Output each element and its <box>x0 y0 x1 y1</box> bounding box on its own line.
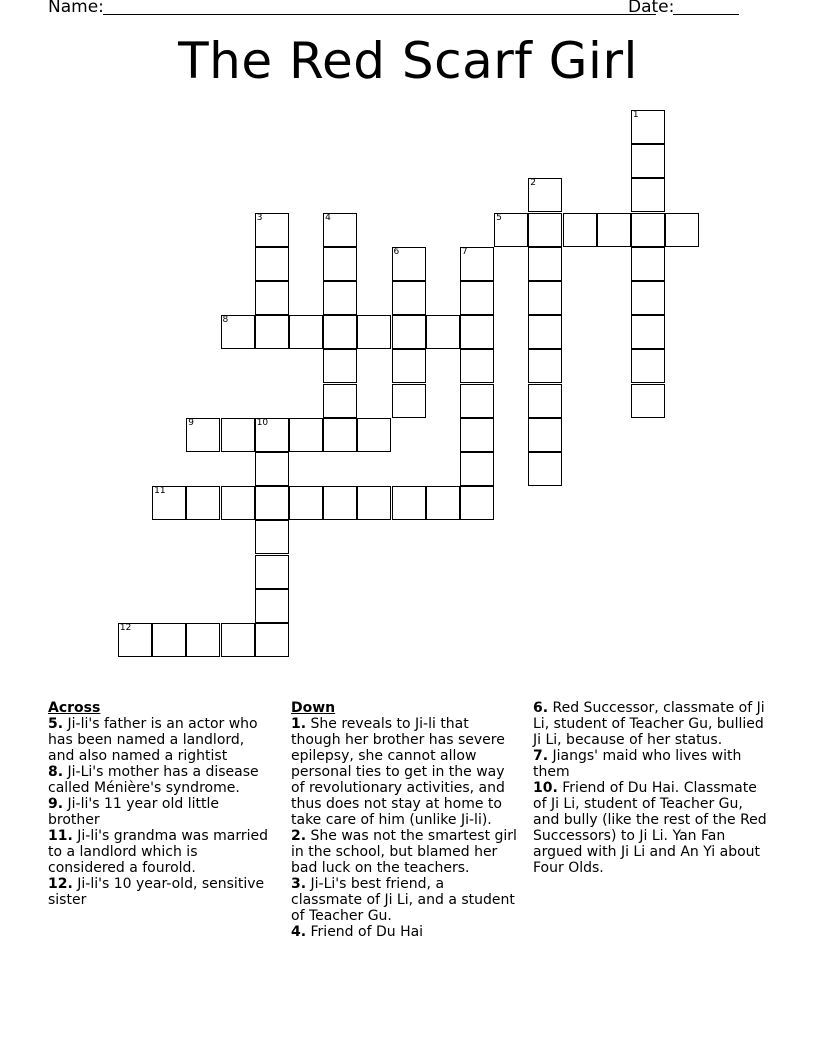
grid-cell[interactable] <box>460 349 494 383</box>
clue-number: 9 <box>188 417 195 428</box>
grid-cell[interactable] <box>528 213 562 247</box>
grid-cell[interactable] <box>631 315 665 349</box>
grid-cell[interactable] <box>255 315 289 349</box>
grid-cell[interactable] <box>118 623 152 657</box>
grid-cell[interactable] <box>255 418 289 452</box>
grid-cell[interactable] <box>255 555 289 589</box>
grid-cell[interactable] <box>357 486 391 520</box>
grid-cell[interactable] <box>323 418 357 452</box>
grid-cell[interactable] <box>323 281 357 315</box>
grid-cell[interactable] <box>392 384 426 418</box>
grid-cell[interactable] <box>221 623 255 657</box>
grid-cell[interactable] <box>255 247 289 281</box>
grid-cell[interactable] <box>255 213 289 247</box>
grid-cell[interactable] <box>460 315 494 349</box>
clue-number: 7 <box>461 246 468 257</box>
grid-cell[interactable] <box>528 281 562 315</box>
grid-cell[interactable] <box>186 418 220 452</box>
clue-number: 10 <box>256 417 269 428</box>
down-heading: Down <box>291 700 336 716</box>
grid-cell[interactable] <box>289 418 323 452</box>
grid-cell[interactable] <box>255 589 289 623</box>
grid-cell[interactable] <box>631 144 665 178</box>
across-heading: Across <box>48 700 101 716</box>
grid-cell[interactable] <box>631 178 665 212</box>
grid-cell[interactable] <box>528 247 562 281</box>
page-title: The Red Scarf Girl <box>178 32 638 90</box>
clue-across-5: 5. Ji-li's father is an actor who has been named a landlord, and also named a rightist <box>48 716 258 764</box>
clue-down-7: 7. Jiangs' maid who lives with them <box>533 748 742 780</box>
clue-down-2: 2. She was not the smartest girl in the school, but blamed her bad luck on the teachers. <box>291 828 517 876</box>
clue-number: 5 <box>496 212 502 223</box>
clue-down-10: 10. Friend of Du Hai. Classmate of Ji Li, student of Teacher Gu, and bully (like the rest of the Red Successors) to Ji Li. Yan Fan argued with Ji Li and An Yi about Four Olds. <box>533 780 767 876</box>
grid-cell[interactable] <box>631 247 665 281</box>
grid-cell[interactable] <box>631 281 665 315</box>
clue-across-12: 12. Ji-li's 10 year-old, sensitive sister <box>48 876 265 908</box>
grid-cell[interactable] <box>255 486 289 520</box>
grid-cell[interactable] <box>323 384 357 418</box>
clue-down-6: 6. Red Successor, classmate of Ji Li, student of Teacher Gu, bullied Ji Li, because of her status. <box>533 700 765 748</box>
date-label: Date: <box>628 0 675 17</box>
grid-cell[interactable] <box>323 315 357 349</box>
grid-cell[interactable] <box>528 384 562 418</box>
name-label: Name: <box>48 0 104 17</box>
grid-cell[interactable] <box>152 623 186 657</box>
grid-cell[interactable] <box>460 486 494 520</box>
clue-down-4: 4. Friend of Du Hai <box>291 924 424 940</box>
grid-cell[interactable] <box>357 315 391 349</box>
grid-cell[interactable] <box>392 315 426 349</box>
grid-cell[interactable] <box>186 623 220 657</box>
clue-down-1: 1. She reveals to Ji-li that though her brother has severe epilepsy, she cannot allow personal ties to get in the way of revolutionary activities, and thus does not stay at home to take care of him (unlike Ji-li). <box>291 716 505 828</box>
grid-cell[interactable] <box>186 486 220 520</box>
grid-cell[interactable] <box>528 418 562 452</box>
grid-cell[interactable] <box>426 315 460 349</box>
grid-cell[interactable] <box>460 418 494 452</box>
grid-cell[interactable] <box>528 349 562 383</box>
grid-cell[interactable] <box>323 349 357 383</box>
grid-cell[interactable] <box>357 418 391 452</box>
down-clues-continued <box>533 700 771 876</box>
grid-cell[interactable] <box>255 623 289 657</box>
grid-cell[interactable] <box>631 384 665 418</box>
grid-cell[interactable] <box>460 384 494 418</box>
grid-cell[interactable] <box>392 281 426 315</box>
clue-across-11: 11. Ji-li's grandma was married to a landlord which is considered a fourold. <box>48 828 268 876</box>
grid-cell[interactable] <box>631 213 665 247</box>
clue-number: 4 <box>325 212 331 223</box>
grid-cell[interactable] <box>460 247 494 281</box>
clue-down-3: 3. Ji-Li's best friend, a classmate of Ji Li, and a student of Teacher Gu. <box>291 876 515 924</box>
grid-cell[interactable] <box>221 486 255 520</box>
grid-cell[interactable] <box>221 315 255 349</box>
clue-number: 12 <box>119 622 132 633</box>
clue-number: 1 <box>632 109 639 120</box>
clue-across-9: 9. Ji-li's 11 year old little brother <box>48 796 219 828</box>
grid-cell[interactable] <box>426 486 460 520</box>
grid-cell[interactable] <box>597 213 631 247</box>
grid-cell[interactable] <box>289 486 323 520</box>
grid-cell[interactable] <box>392 247 426 281</box>
grid-cell[interactable] <box>255 452 289 486</box>
grid-cell[interactable] <box>392 349 426 383</box>
grid-cell[interactable] <box>152 486 186 520</box>
across-clues <box>48 700 273 908</box>
clue-number: 11 <box>154 486 166 497</box>
grid-cell[interactable] <box>494 213 528 247</box>
grid-cell[interactable] <box>460 281 494 315</box>
grid-cell[interactable] <box>528 315 562 349</box>
clue-across-8: 8. Ji-Li's mother has a disease called Ménière's syndrome. <box>48 764 259 796</box>
clue-number: 6 <box>393 246 400 257</box>
grid-cell[interactable] <box>323 247 357 281</box>
grid-cell[interactable] <box>323 213 357 247</box>
grid-cell[interactable] <box>631 110 665 144</box>
grid-cell[interactable] <box>460 452 494 486</box>
grid-cell[interactable] <box>631 349 665 383</box>
clue-number: 3 <box>256 212 263 223</box>
grid-cell[interactable] <box>255 281 289 315</box>
grid-cell[interactable] <box>528 178 562 212</box>
down-clues <box>291 700 519 940</box>
grid-cell[interactable] <box>392 486 426 520</box>
grid-cell[interactable] <box>665 213 699 247</box>
grid-cell[interactable] <box>528 452 562 486</box>
grid-cell[interactable] <box>563 213 597 247</box>
grid-cell[interactable] <box>323 486 357 520</box>
grid-cell[interactable] <box>255 520 289 554</box>
clue-number: 2 <box>530 178 537 189</box>
clue-number: 8 <box>222 315 229 326</box>
grid-cell[interactable] <box>289 315 323 349</box>
grid-cell[interactable] <box>221 418 255 452</box>
